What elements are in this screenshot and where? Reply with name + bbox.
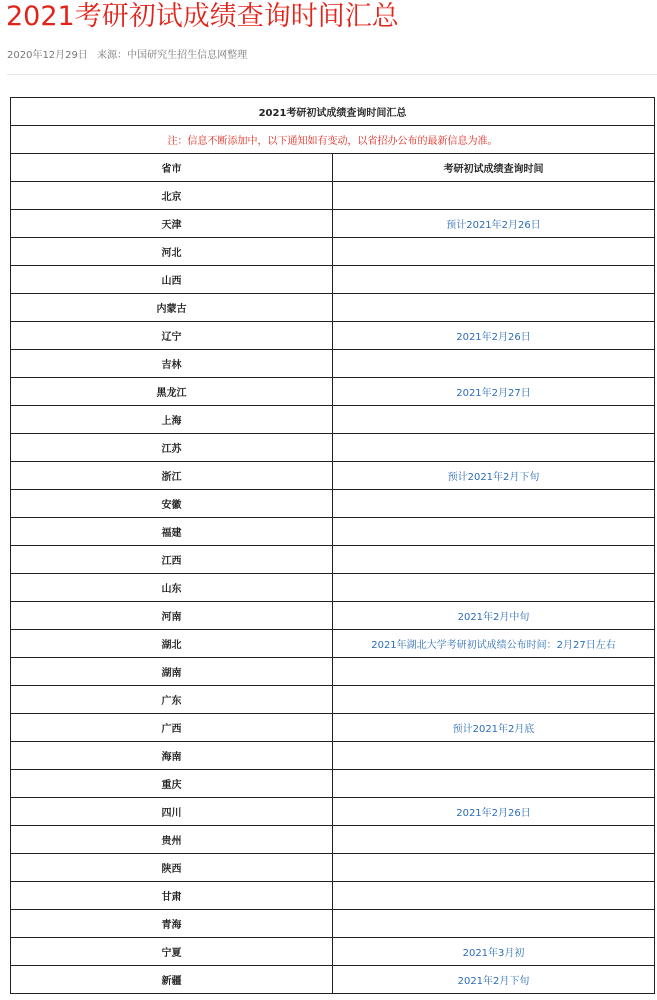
time-cell (333, 574, 655, 602)
province-cell: 重庆 (11, 770, 333, 798)
time-cell (333, 266, 655, 294)
table-row (11, 574, 655, 602)
table-row (11, 630, 655, 658)
time-cell: 2021年2月27日 (333, 378, 655, 406)
province-cell: 上海 (11, 406, 333, 434)
province-cell: 宁夏 (11, 938, 333, 966)
header-province: 省市 (11, 154, 333, 182)
table-row (11, 378, 655, 406)
time-cell (333, 686, 655, 714)
time-cell: 预计2021年2月底 (333, 714, 655, 742)
header-time: 考研初试成绩查询时间 (333, 154, 655, 182)
table-row (11, 714, 655, 742)
time-cell (333, 182, 655, 210)
province-cell: 海南 (11, 742, 333, 770)
table-row (11, 686, 655, 714)
table-caption: 2021考研初试成绩查询时间汇总 (11, 98, 655, 126)
time-cell: 预计2021年2月下旬 (333, 462, 655, 490)
time-cell: 2021年2月中旬 (333, 602, 655, 630)
table-row (11, 602, 655, 630)
table-row (11, 742, 655, 770)
table-row (11, 938, 655, 966)
province-cell: 湖南 (11, 658, 333, 686)
province-cell: 内蒙古 (11, 294, 333, 322)
time-cell (333, 490, 655, 518)
table-row (11, 210, 655, 238)
time-cell (333, 434, 655, 462)
province-cell: 北京 (11, 182, 333, 210)
table-caption-row (11, 98, 655, 126)
article-meta (7, 46, 253, 61)
province-cell: 山西 (11, 266, 333, 294)
time-cell (333, 294, 655, 322)
table-row (11, 910, 655, 938)
time-cell: 2021年2月26日 (333, 322, 655, 350)
article-source: 来源：中国研究生招生信息网整理 (97, 50, 248, 61)
table-row (11, 966, 655, 994)
time-cell (333, 770, 655, 798)
table-row (11, 406, 655, 434)
province-cell: 广西 (11, 714, 333, 742)
time-cell (333, 350, 655, 378)
province-cell: 山东 (11, 574, 333, 602)
time-cell (333, 854, 655, 882)
table-row (11, 182, 655, 210)
province-cell: 天津 (11, 210, 333, 238)
province-cell: 新疆 (11, 966, 333, 994)
province-cell: 福建 (11, 518, 333, 546)
time-cell (333, 910, 655, 938)
article-title: 2021考研初试成绩查询时间汇总 (6, 1, 399, 32)
time-cell (333, 238, 655, 266)
province-cell: 吉林 (11, 350, 333, 378)
table-row (11, 826, 655, 854)
province-cell: 江西 (11, 546, 333, 574)
time-cell (333, 406, 655, 434)
time-cell: 2021年湖北大学考研初试成绩公布时间：2月27日左右 (333, 630, 655, 658)
province-cell: 河南 (11, 602, 333, 630)
time-cell (333, 518, 655, 546)
province-cell: 陕西 (11, 854, 333, 882)
time-cell (333, 658, 655, 686)
table-row (11, 434, 655, 462)
table-row (11, 322, 655, 350)
province-cell: 河北 (11, 238, 333, 266)
province-cell: 浙江 (11, 462, 333, 490)
table-row (11, 238, 655, 266)
table-row (11, 490, 655, 518)
time-cell (333, 882, 655, 910)
score-schedule-table (10, 97, 655, 994)
time-cell (333, 546, 655, 574)
time-cell: 2021年2月下旬 (333, 966, 655, 994)
table-row (11, 350, 655, 378)
province-cell: 黑龙江 (11, 378, 333, 406)
province-cell: 江苏 (11, 434, 333, 462)
time-cell: 2021年2月26日 (333, 798, 655, 826)
table-row (11, 770, 655, 798)
table-row (11, 658, 655, 686)
table-row (11, 462, 655, 490)
time-cell (333, 742, 655, 770)
province-cell: 湖北 (11, 630, 333, 658)
province-cell: 贵州 (11, 826, 333, 854)
time-cell (333, 826, 655, 854)
table-row (11, 294, 655, 322)
time-cell: 预计2021年2月26日 (333, 210, 655, 238)
table-row (11, 266, 655, 294)
table-row (11, 546, 655, 574)
province-cell: 甘肃 (11, 882, 333, 910)
table-header-row (11, 154, 655, 182)
table-row (11, 882, 655, 910)
province-cell: 青海 (11, 910, 333, 938)
province-cell: 安徽 (11, 490, 333, 518)
time-cell: 2021年3月初 (333, 938, 655, 966)
province-cell: 广东 (11, 686, 333, 714)
province-cell: 辽宁 (11, 322, 333, 350)
divider (7, 74, 657, 75)
publish-date: 2020年12月29日 (7, 50, 88, 61)
province-cell: 四川 (11, 798, 333, 826)
table-row (11, 798, 655, 826)
table-note-row (11, 126, 655, 154)
table-row (11, 518, 655, 546)
table-row (11, 854, 655, 882)
table-note: 注：信息不断添加中，以下通知如有变动，以省招办公布的最新信息为准。 (11, 126, 655, 154)
